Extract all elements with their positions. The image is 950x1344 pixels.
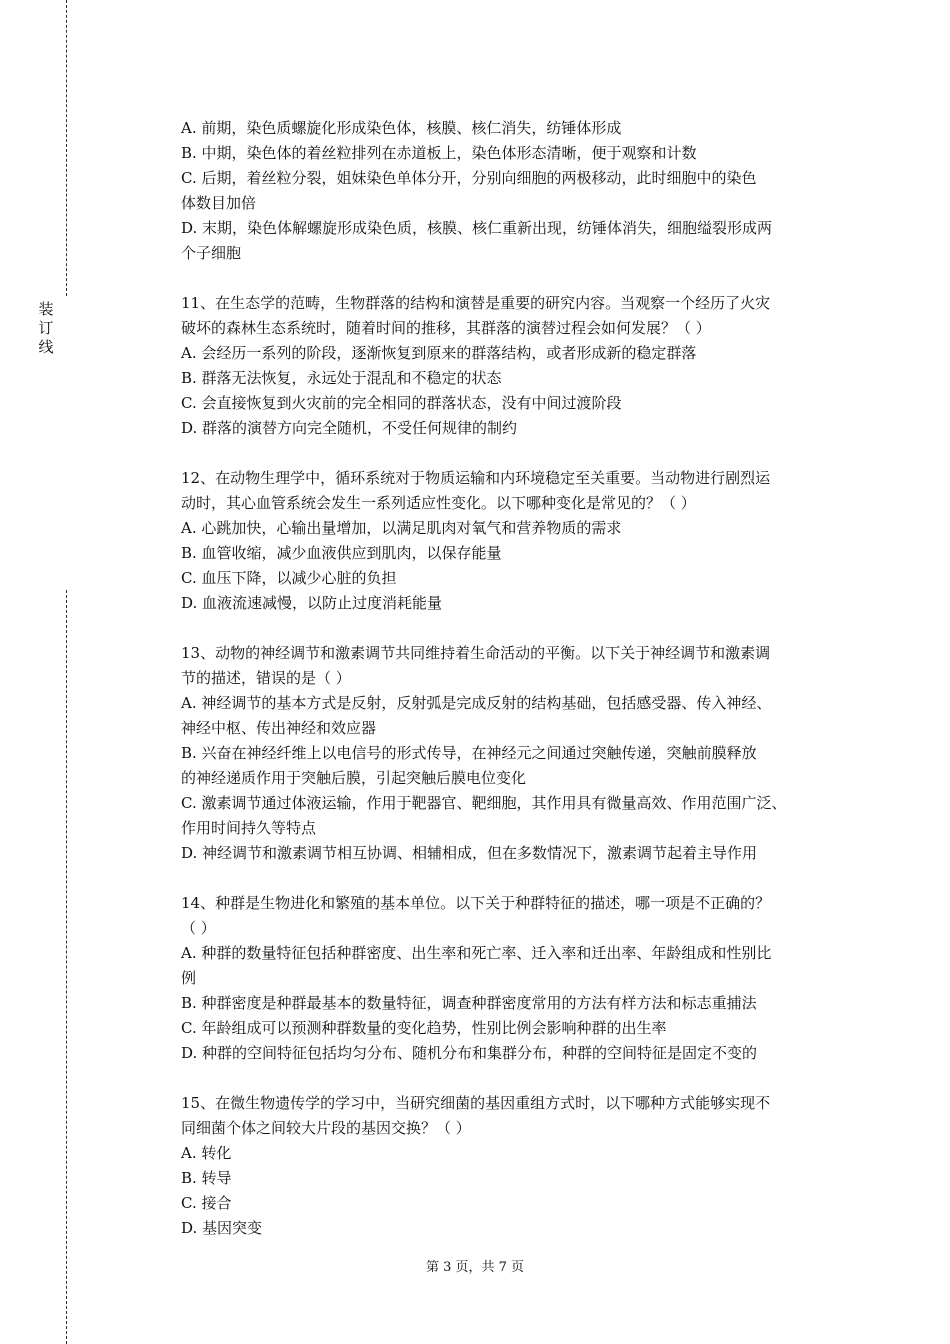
option-c-cont: 作用时间持久等特点 [181, 819, 317, 837]
binding-label: 装订线 [38, 300, 54, 356]
option-d: D. 神经调节和激素调节相互协调、相辅相成，但在多数情况下，激素调节起着主导作用 [181, 844, 758, 862]
option-a-cont: 例 [181, 969, 197, 987]
question-stem: 同细菌个体之间较大片段的基因交换？（ ） [181, 1119, 471, 1137]
option-b: B. 群落无法恢复，永远处于混乱和不稳定的状态 [181, 369, 502, 387]
question-14 [181, 891, 861, 1066]
option-d: D. 基因突变 [181, 1219, 263, 1237]
option-a: A. 会经历一系列的阶段，逐渐恢复到原来的群落结构，或者形成新的稳定群落 [181, 344, 697, 362]
question-stem: （ ） [181, 919, 216, 937]
option-b: B. 转导 [181, 1169, 232, 1187]
option-a: A. 神经调节的基本方式是反射，反射弧是完成反射的结构基础，包括感受器、传入神经、 [181, 694, 772, 712]
question-13 [181, 641, 861, 866]
page-number: 第 3 页，共 7 页 [425, 1260, 525, 1275]
option-line: A. 前期，染色质螺旋化形成染色体，核膜、核仁消失，纺锤体形成 [181, 119, 622, 137]
question-stem: 12、在动物生理学中，循环系统对于物质运输和内环境稳定至关重要。当动物进行剧烈运 [181, 469, 771, 487]
question-stem: 11、在生态学的范畴，生物群落的结构和演替是重要的研究内容。当观察一个经历了火灾 [181, 294, 771, 312]
binding-line-top [66, 0, 67, 296]
option-a: A. 转化 [181, 1144, 232, 1162]
option-c: C. 激素调节通过体液运输，作用于靶器官、靶细胞，其作用具有微量高效、作用范围广泛、 [181, 794, 787, 812]
prev-question-options [181, 116, 861, 266]
option-b: B. 种群密度是种群最基本的数量特征，调查种群密度常用的方法有样方法和标志重捕法 [181, 994, 757, 1012]
option-line: B. 中期，染色体的着丝粒排列在赤道板上，染色体形态清晰，便于观察和计数 [181, 144, 697, 162]
option-c: C. 会直接恢复到火灾前的完全相同的群落状态，没有中间过渡阶段 [181, 394, 622, 412]
question-content [181, 116, 861, 1241]
option-d: D. 血液流速减慢，以防止过度消耗能量 [181, 594, 443, 612]
option-line: 体数目加倍 [181, 194, 257, 212]
option-d: D. 种群的空间特征包括均匀分布、随机分布和集群分布，种群的空间特征是固定不变的 [181, 1044, 758, 1062]
question-12 [181, 466, 861, 616]
question-stem: 节的描述，错误的是（ ） [181, 669, 351, 687]
question-stem: 动时，其心血管系统会发生一系列适应性变化。以下哪种变化是常见的？（ ） [181, 494, 696, 512]
question-15 [181, 1091, 861, 1241]
option-c: C. 接合 [181, 1194, 232, 1212]
question-stem: 13、动物的神经调节和激素调节共同维持着生命活动的平衡。以下关于神经调节和激素调 [181, 644, 771, 662]
question-stem: 15、在微生物遗传学的学习中，当研究细菌的基因重组方式时，以下哪种方式能够实现不 [181, 1094, 771, 1112]
option-b: B. 兴奋在神经纤维上以电信号的形式传导，在神经元之间通过突触传递，突触前膜释放 [181, 744, 757, 762]
option-b: B. 血管收缩，减少血液供应到肌肉，以保存能量 [181, 544, 502, 562]
option-a-cont: 神经中枢、传出神经和效应器 [181, 719, 377, 737]
question-11 [181, 291, 861, 441]
option-line: 个子细胞 [181, 244, 242, 262]
option-c: C. 血压下降，以减少心脏的负担 [181, 569, 397, 587]
option-line: D. 末期，染色体解螺旋形成染色质，核膜、核仁重新出现，纺锤体消失，细胞缢裂形成两 [181, 219, 773, 237]
option-d: D. 群落的演替方向完全随机，不受任何规律的制约 [181, 419, 518, 437]
option-c: C. 年龄组成可以预测种群数量的变化趋势，性别比例会影响种群的出生率 [181, 1019, 667, 1037]
option-b-cont: 的神经递质作用于突触后膜，引起突触后膜电位变化 [181, 769, 527, 787]
option-line: C. 后期，着丝粒分裂，姐妹染色单体分开，分别向细胞的两极移动，此时细胞中的染色 [181, 169, 757, 187]
option-a: A. 心跳加快，心输出量增加，以满足肌肉对氧气和营养物质的需求 [181, 519, 622, 537]
question-stem: 14、种群是生物进化和繁殖的基本单位。以下关于种群特征的描述，哪一项是不正确的？ [181, 894, 771, 912]
question-stem: 破坏的森林生态系统时，随着时间的推移，其群落的演替过程会如何发展？（ ） [181, 319, 711, 337]
binding-line-bottom [66, 590, 67, 1344]
option-a: A. 种群的数量特征包括种群密度、出生率和死亡率、迁入率和迁出率、年龄组成和性别比 [181, 944, 772, 962]
